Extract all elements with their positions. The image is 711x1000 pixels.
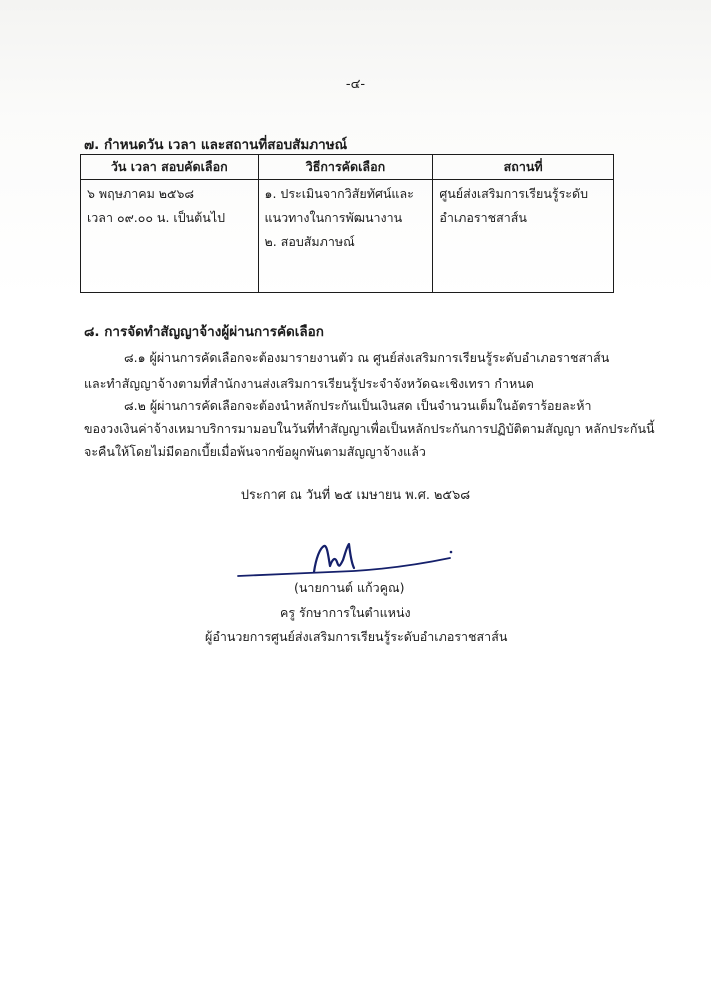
section-8-heading: ๘. การจัดทำสัญญาจ้างผู้ผ่านการคัดเลือก <box>84 324 324 340</box>
paragraph-8-2-line: ของวงเงินค่าจ้างเหมาบริการมามอบในวันที่ทำสัญญาเพื่อเป็นหลักประกันการปฏิบัติตามสัญญา หลักประกันนี้ <box>84 421 655 436</box>
method-line: ๑. ประเมินจากวิสัยทัศน์และ <box>264 186 414 201</box>
header-datetime: วัน เวลา สอบคัดเลือก <box>81 155 259 180</box>
datetime-date: ๖ พฤษภาคม ๒๕๖๘ <box>87 186 195 201</box>
paragraph-8-1-line: และทำสัญญาจ้างตามที่สำนักงานส่งเสริมการเรียนรู้ประจำจังหวัดฉะเชิงเทรา กำหนด <box>84 376 534 391</box>
method-line: แนวทางในการพัฒนางาน <box>264 210 403 225</box>
cell-method <box>258 180 433 293</box>
header-method: วิธีการคัดเลือก <box>258 155 433 180</box>
paragraph-8-2-line: จะคืนให้โดยไม่มีดอกเบี้ยเมื่อพ้นจากข้อผูกพันตามสัญญาจ้างแล้ว <box>84 444 426 459</box>
signer-rank: ครู รักษาการในตำแหน่ง <box>280 605 411 620</box>
paragraph-8-1-line: ๘.๑ ผู้ผ่านการคัดเลือกจะต้องมารายงานตัว ณ ศูนย์ส่งเสริมการเรียนรู้ระดับอำเภอราชสาส์น <box>124 350 610 365</box>
section-7-heading: ๗. กำหนดวัน เวลา และสถานที่สอบสัมภาษณ์ <box>84 137 348 153</box>
header-location: สถานที่ <box>433 155 614 180</box>
paragraph-8-2-line: ๘.๒ ผู้ผ่านการคัดเลือกจะต้องนำหลักประกันเป็นเงินสด เป็นจำนวนเต็มในอัตราร้อยละห้า <box>124 398 592 413</box>
location-line: ศูนย์ส่งเสริมการเรียนรู้ระดับ <box>439 186 589 201</box>
method-line: ๒. สอบสัมภาษณ์ <box>264 234 355 249</box>
table-row <box>81 180 614 293</box>
location-line: อำเภอราชสาส์น <box>439 210 527 225</box>
announcement-date: ประกาศ ณ วันที่ ๒๕ เมษายน พ.ศ. ๒๕๖๘ <box>240 488 471 503</box>
table-header-row <box>81 155 614 180</box>
cell-location <box>433 180 614 293</box>
datetime-time: เวลา ๐๙.๐๐ น. เป็นต้นไป <box>87 210 226 225</box>
page-number: -๔- <box>345 77 366 92</box>
signer-name: (นายกานต์ แก้วคูณ) <box>294 580 405 595</box>
cell-datetime <box>81 180 259 293</box>
signer-title: ผู้อำนวยการศูนย์ส่งเสริมการเรียนรู้ระดับอำเภอราชสาส์น <box>205 629 508 644</box>
schedule-table <box>80 154 614 293</box>
